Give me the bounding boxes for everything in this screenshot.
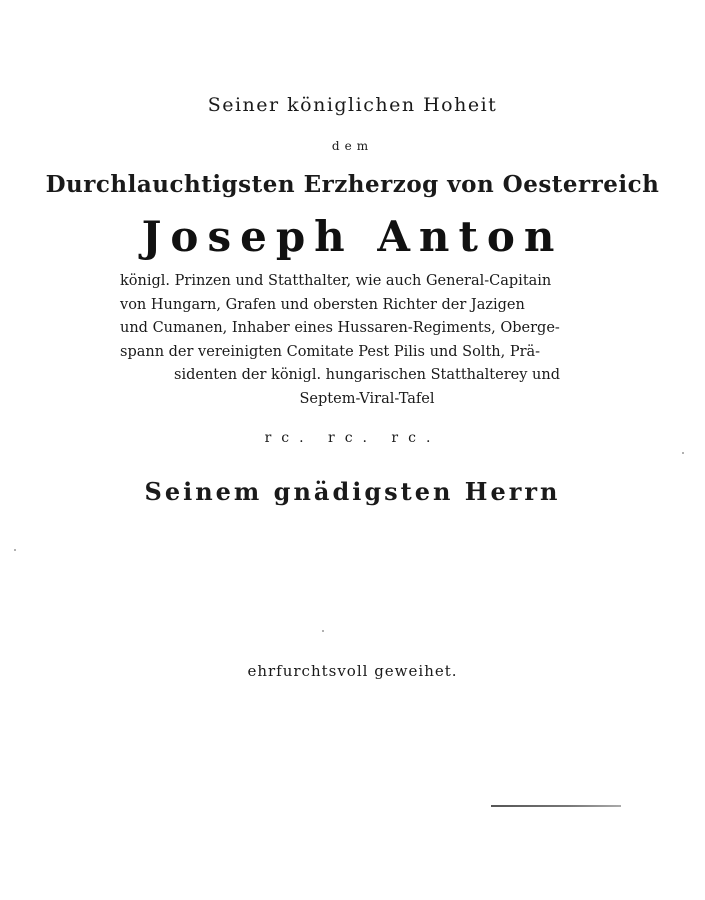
titles-line: spann der vereinigten Comitate Pest Pilis und Solth, Prä- [120, 343, 541, 360]
titles-line: Septem-Viral-Tafel [299, 390, 435, 407]
titles-paragraph [120, 270, 614, 411]
honorific-line: Seinem gnädigsten Herrn [144, 477, 561, 506]
titles-line: und Cumanen, Inhaber eines Hussaren-Regiments, Oberge- [120, 320, 560, 336]
titles-line: von Hungarn, Grafen und obersten Richter der Jazigen [120, 296, 525, 313]
paper-speck [322, 630, 324, 632]
decorative-rule [491, 805, 621, 807]
paper-speck [14, 549, 16, 551]
paper-speck [682, 452, 684, 454]
titles-line: königl. Prinzen und Statthalter, wie auch General-Capitain [120, 273, 552, 289]
dedicatee-name: Joseph Anton [141, 212, 564, 261]
dedicatee-line: Seiner königlichen Hoheit [207, 94, 498, 116]
et-cetera-marks: rc. rc. rc. [264, 430, 441, 446]
article-dem: dem [331, 139, 374, 153]
dedication-note: ehrfurchtsvoll geweihet. [247, 662, 458, 680]
titles-line: sidenten der königl. hungarischen Statthalterey und [174, 367, 560, 383]
archduke-title-line: Durchlauchtigsten Erzherzog von Oesterreich [45, 171, 660, 198]
